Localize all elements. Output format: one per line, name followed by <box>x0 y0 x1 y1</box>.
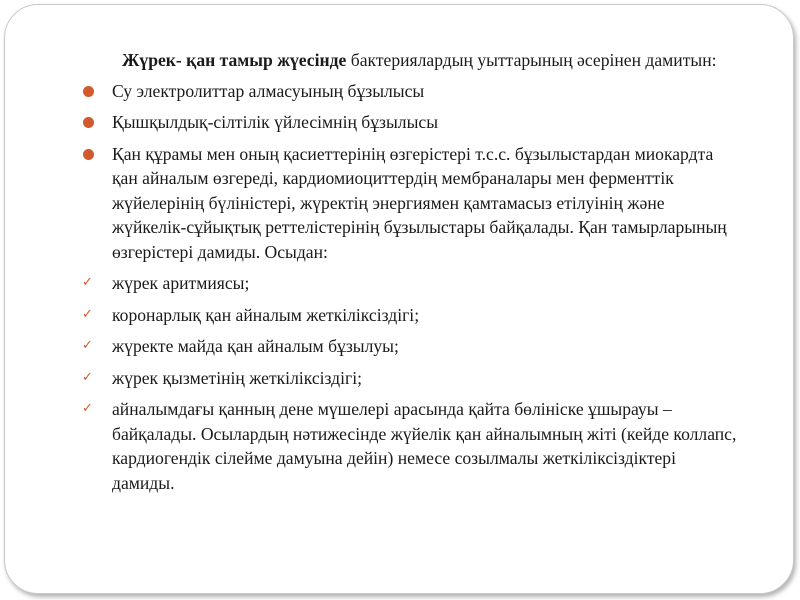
circle-bullet-icon <box>83 149 94 160</box>
intro-text: бактериялардың уыттарының әсерінен дамитын: <box>346 50 717 70</box>
checkmark-bullet-icon: ✓ <box>82 275 93 290</box>
sub-item <box>80 303 740 328</box>
bullet-item <box>80 142 740 265</box>
bullet-text: Су электролиттар алмасуының бұзылысы <box>112 80 425 101</box>
checkmark-bullet-icon: ✓ <box>82 306 93 322</box>
intro-bold-text: Жүрек- қан тамыр жүесінде <box>122 50 347 70</box>
slide-content <box>80 48 740 502</box>
intro-paragraph <box>80 48 740 73</box>
checkmark-bullet-icon: ✓ <box>82 401 93 416</box>
sub-item-text: жүрек аритмиясы; <box>112 273 250 293</box>
sub-item-text: жүректе майда қан айналым бұзылуы; <box>112 336 399 356</box>
sub-item <box>80 271 740 296</box>
sub-item-text: коронарлық қан айналым жеткіліксіздігі; <box>112 304 420 325</box>
bullet-item <box>80 110 740 135</box>
bullet-item <box>80 79 740 104</box>
sub-item-text: айналымдағы қанның дене мүшелері арасында қайта бөлініске ұшырауы – байқалады. Осылардың нәтижесінде жүйелік қан айналымның жіті (кейде коллапс, кардиогендік сілейме дамуына дейін) немесе созылмалы жеткіліксіздіктері дамиды. <box>112 399 737 493</box>
circle-bullet-icon <box>83 86 94 97</box>
circle-bullet-icon <box>83 117 94 128</box>
sub-item-text: жүрек қызметінің жеткіліксіздігі; <box>112 367 363 388</box>
checkmark-bullet-icon: ✓ <box>82 369 93 385</box>
checkmark-bullet-icon: ✓ <box>82 338 93 353</box>
sub-item <box>80 366 740 391</box>
bullet-text: Қан құрамы мен оның қасиеттерінің өзгерістері т.с.с. бұзылыстардан миокардта қан айналым өзгереді, кардиомиоциттердің мембраналары мен ферменттік жүйелерінің бүліністері, жүректің энергиямен қамтамасыз етілуінің және жүйкелік-сұйықтық реттелістерінің бұзылыстары байқалады. Қан тамырларының өзгерістері дамиды. Осыдан: <box>112 143 727 262</box>
sub-item <box>80 397 740 495</box>
bullet-text: Қышқылдық-сілтілік үйлесімнің бұзылысы <box>112 112 439 132</box>
sub-item <box>80 334 740 359</box>
